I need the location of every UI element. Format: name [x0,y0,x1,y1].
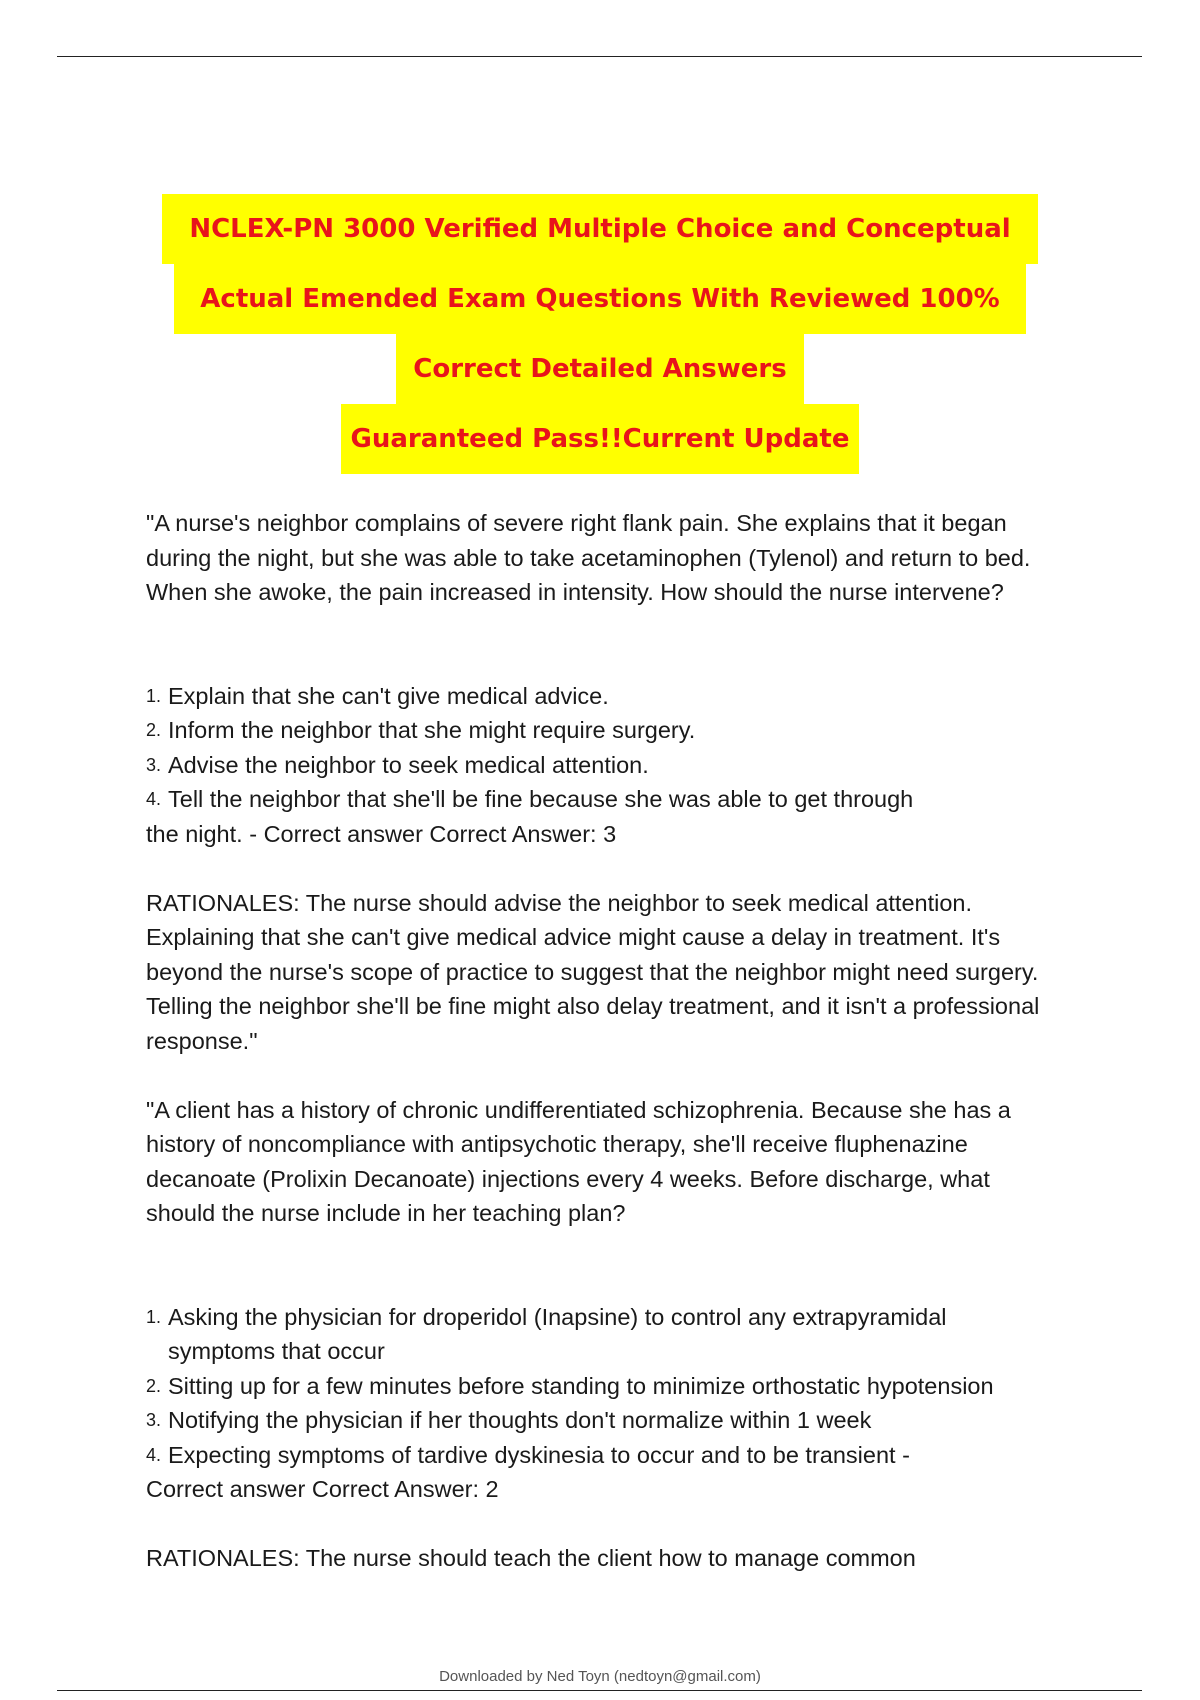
choice-text: Notifying the physician if her thoughts don't normalize within 1 week [168,1407,872,1433]
bottom-rule [57,1690,1142,1691]
question-1-stem: "A nurse's neighbor complains of severe right flank pain. She explains that it began during the night, but she was able to take acetaminophen (Tylenol) and return to bed. When she awoke, the pain increased in intensity. How should the nurse intervene? [146,510,1031,605]
choice-number: 1. [146,685,162,706]
choice-number: 2. [146,720,162,740]
choice-text: Tell the neighbor that she'll be fine because she was able to get through [168,786,914,812]
question-2-stem: "A client has a history of chronic undifferentiated schizophrenia. Because she has a history of noncompliance with antipsychotic therapy, she'll receive fluphenazine decanoate (Prolixin Decanoate) injections every 4 weeks. Before discharge, what should the nurse include in her teaching plan? [146,1096,1011,1226]
choice-text: Sitting up for a few minutes before standing to minimize orthostatic hypotension [168,1372,994,1399]
document-body [146,506,1046,1576]
choice-number: 4. [146,1444,162,1465]
choice-number: 3. [146,754,162,775]
choice-item [146,713,1046,748]
title-line-3: Correct Detailed Answers [396,334,804,404]
question-1-choices [146,679,1046,817]
question-2-choices [146,1300,1046,1473]
document-title [0,194,1200,474]
title-line-4: Guaranteed Pass!!Current Update [341,404,859,474]
title-line-2: Actual Emended Exam Questions With Reviewed 100% [174,264,1026,334]
question-2-rationale: RATIONALES: The nurse should teach the client how to manage common [146,1545,916,1571]
question-1-answer: the night. - Correct answer Correct Answer: 3 [146,820,617,847]
choice-number: 2. [146,1375,162,1396]
choice-item [146,782,1046,817]
choice-number: 3. [146,1410,162,1430]
choice-text: Asking the physician for droperidol (Inapsine) to control any extrapyramidal symptoms that occur [168,1303,947,1364]
choice-text: Explain that she can't give medical advice. [168,682,609,709]
question-1-rationale: RATIONALES: The nurse should advise the neighbor to seek medical attention. Explaining that she can't give medical advice might cause a delay in treatment. It's beyond the nurse's scope of practice to suggest that the neighbor might need surgery. Telling the neighbor she'll be fine might also delay treatment, and it isn't a professional response." [146,889,1040,1054]
choice-item [146,679,1046,714]
choice-text: Expecting symptoms of tardive dyskinesia to occur and to be transient - [168,1441,910,1468]
title-line-1: NCLEX-PN 3000 Verified Multiple Choice and Conceptual [162,194,1038,264]
top-rule [57,56,1142,57]
download-footer: Downloaded by Ned Toyn (nedtoyn@gmail.com) [439,1668,761,1685]
choice-item [146,1403,1046,1438]
choice-number: 4. [146,789,162,809]
choice-item [146,1369,1046,1404]
choice-number: 1. [146,1306,162,1327]
choice-text: Inform the neighbor that she might require surgery. [168,717,696,743]
choice-item [146,1438,1046,1473]
choice-text: Advise the neighbor to seek medical attention. [168,751,649,778]
choice-item [146,1300,1046,1369]
question-2-answer: Correct answer Correct Answer: 2 [146,1476,499,1502]
choice-item [146,748,1046,783]
